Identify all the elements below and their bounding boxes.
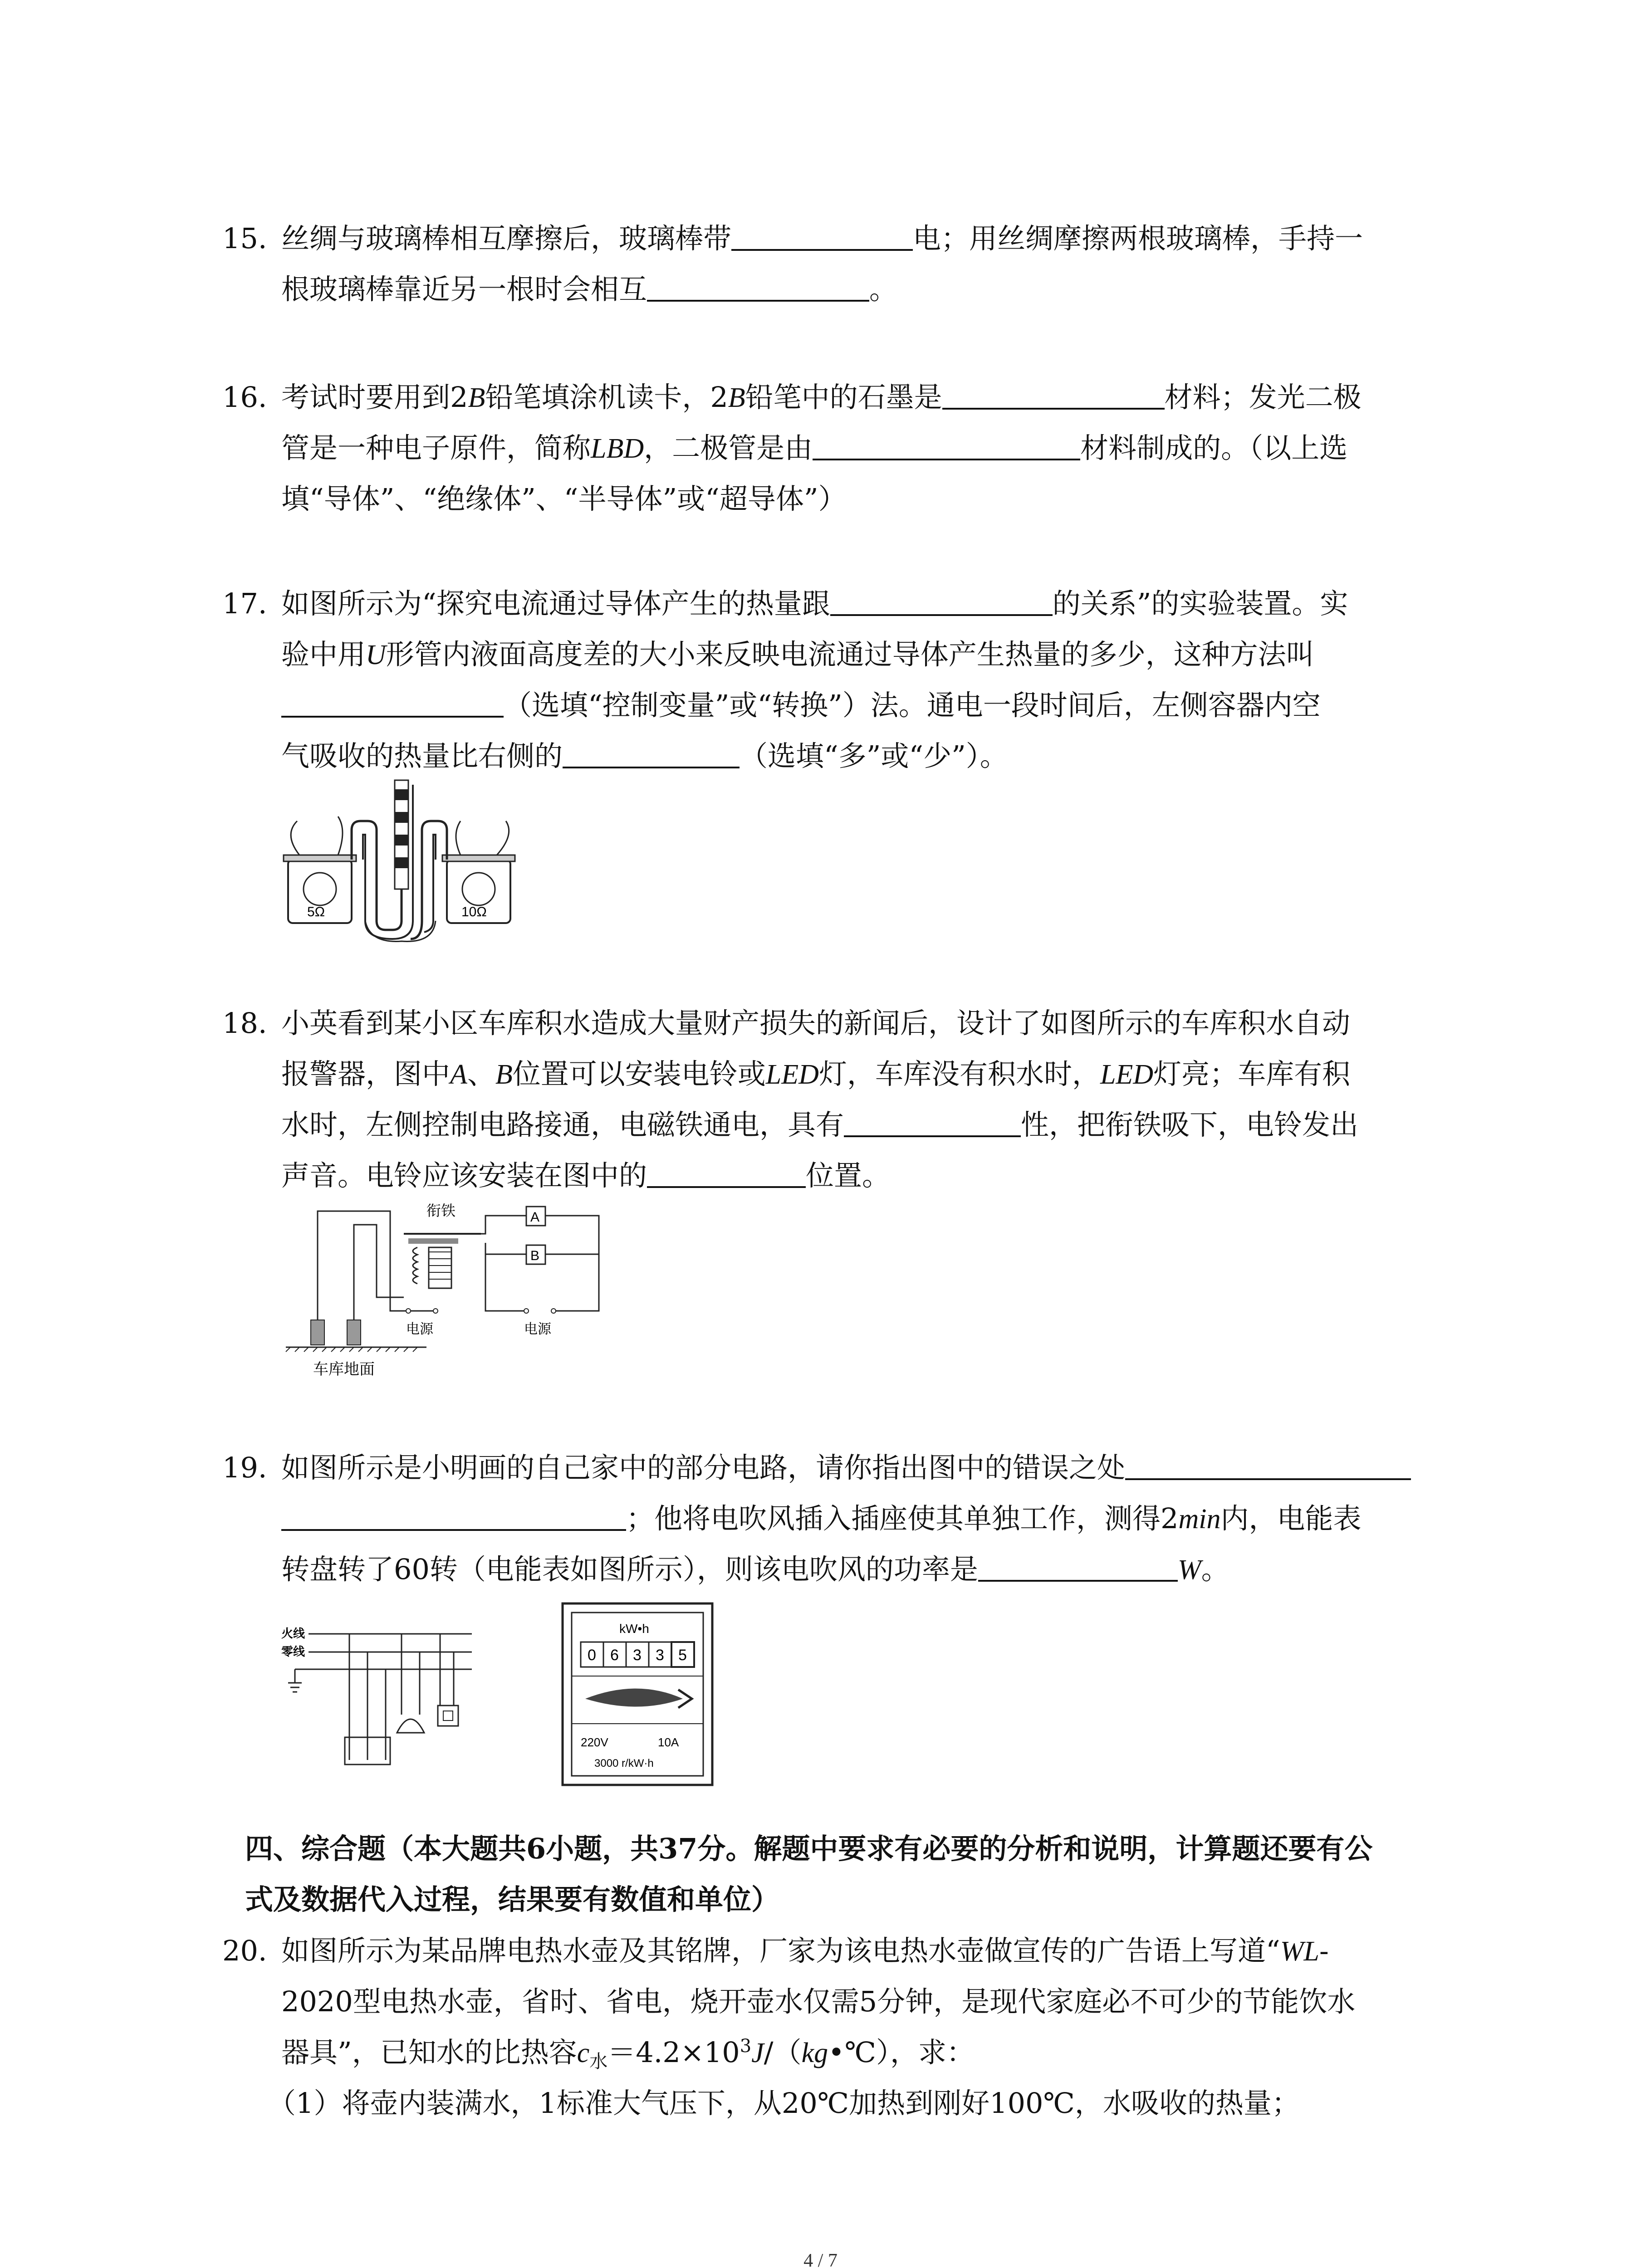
power-source-1-label: 电源 <box>406 1322 433 1337</box>
answer-blank[interactable] <box>647 1159 806 1188</box>
question-number: 18. <box>222 1007 267 1040</box>
meter-digit: 3 <box>656 1647 664 1664</box>
question-number: 19. <box>222 1451 267 1484</box>
garage-floor-label: 车库地面 <box>313 1361 375 1378</box>
answer-blank[interactable] <box>647 273 869 302</box>
right-resistor-label: 10Ω <box>461 904 487 919</box>
meter-digit: 5 <box>678 1647 687 1664</box>
household-circuit-figure <box>281 1624 490 1787</box>
sub-question-1: （1）将壶内装满水，1标准大气压下，从20℃加热到刚好100℃，水吸收的热量； <box>268 2087 1300 2120</box>
answer-blank[interactable] <box>978 1553 1178 1582</box>
answer-blank[interactable] <box>844 1108 1021 1137</box>
meter-unit: kW•h <box>619 1622 649 1636</box>
question-18: 18. 小英看到某小区车库积水造成大量财产损失的新闻后，设计了如图所示的车库积水自动 报警器，图中A、B位置可以安装电铃或LED灯，车库没有积水时，LED灯亮；车库有积 水时，左侧控制电路接通，电磁铁通电，具有 性，把衔铁吸下，电铃发出 声音。电铃应该安装在图中的 位置。 <box>222 998 1447 1207</box>
meter-voltage: 220V <box>581 1735 608 1749</box>
section-4-heading: 四、综合题（本大题共6小题，共37分。解题中要求有必要的分析和说明，计算题还要有公 式及数据代入过程，结果要有数值和单位） <box>245 1832 1373 1916</box>
question-number: 20. <box>222 1934 267 1967</box>
power-source-2-label: 电源 <box>524 1322 551 1337</box>
question-19: 19. 如图所示是小明画的自己家中的部分电路，请你指出图中的错误之处 ；他将电吹风插入插座使其单独工作，测得2min内，电能表 转盘转了60转（电能表如图所示），则该电吹风的功率是 W。 <box>222 1442 1447 1601</box>
meter-digit: 3 <box>633 1647 642 1664</box>
answer-blank[interactable] <box>942 381 1165 410</box>
meter-constant: 3000 r/kW·h <box>594 1757 654 1769</box>
joule-heating-apparatus-figure <box>279 771 524 943</box>
position-a-label: A <box>530 1210 540 1225</box>
answer-blank[interactable] <box>281 1502 626 1531</box>
answer-blank[interactable] <box>813 431 1080 460</box>
question-15: 15. 丝绸与玻璃棒相互摩擦后，玻璃棒带 电；用丝绸摩擦两根玻璃棒，手持一 根玻璃棒靠近另一根时会相互 。 <box>222 213 1447 318</box>
meter-current: 10A <box>658 1735 679 1749</box>
live-wire-label: 火线 <box>281 1627 305 1640</box>
question-number: 15. <box>222 222 267 255</box>
garage-alarm-circuit-figure <box>272 1198 635 1379</box>
question-20: 20. 如图所示为某品牌电热水壶及其铭牌，厂家为该电热水壶做宣传的广告语上写道“WL- 2020型电热水壶，省时、省电，烧开壶水仅需5分钟，是现代家庭必不可少的节能饮水 器具”，已知水的比热容$c_水=4.2\times 10^3J/(kg•℃)$，求： （1）将壶内装满水，1标准大气压下，从20℃加热到刚好100℃，水吸收的热量； <box>222 1926 1447 2139</box>
question-16: 16. 考试时要用到2B铅笔填涂机读卡，2B铅笔中的石墨是 材料；发光二极 管是一种电子原件，简称LBD，二极管是由 材料制成的。（以上选 填“导体”、“绝缘体”、“半导体”或“超导体”） <box>222 372 1447 526</box>
left-resistor-label: 5Ω <box>307 904 325 919</box>
armature-label: 衔铁 <box>426 1202 456 1219</box>
position-b-label: B <box>530 1248 540 1263</box>
neutral-wire-label: 零线 <box>281 1645 305 1658</box>
question-number: 16. <box>222 381 267 414</box>
meter-digit: 6 <box>610 1647 619 1664</box>
question-number: 17. <box>222 587 267 620</box>
answer-blank[interactable] <box>1125 1451 1411 1480</box>
answer-blank[interactable] <box>731 222 913 251</box>
meter-digit: 0 <box>588 1647 596 1664</box>
question-17: 17. 如图所示为“探究电流通过导体产生的热量跟 的关系”的实验装置。实 验中用U形管内液面高度差的大小来反映电流通过导体产生热量的多少，这种方法叫 （选填“控制变量”或“转换”）法。通电一段时间后，左侧容器内空 气吸收的热量比右侧的 （选填“多”或“少”）。 <box>222 578 1447 787</box>
electric-meter-figure <box>560 1601 715 1787</box>
answer-blank[interactable] <box>563 739 740 768</box>
answer-blank[interactable] <box>830 587 1053 616</box>
answer-blank[interactable] <box>281 689 504 718</box>
page-number: 4 / 7 <box>803 2250 838 2268</box>
